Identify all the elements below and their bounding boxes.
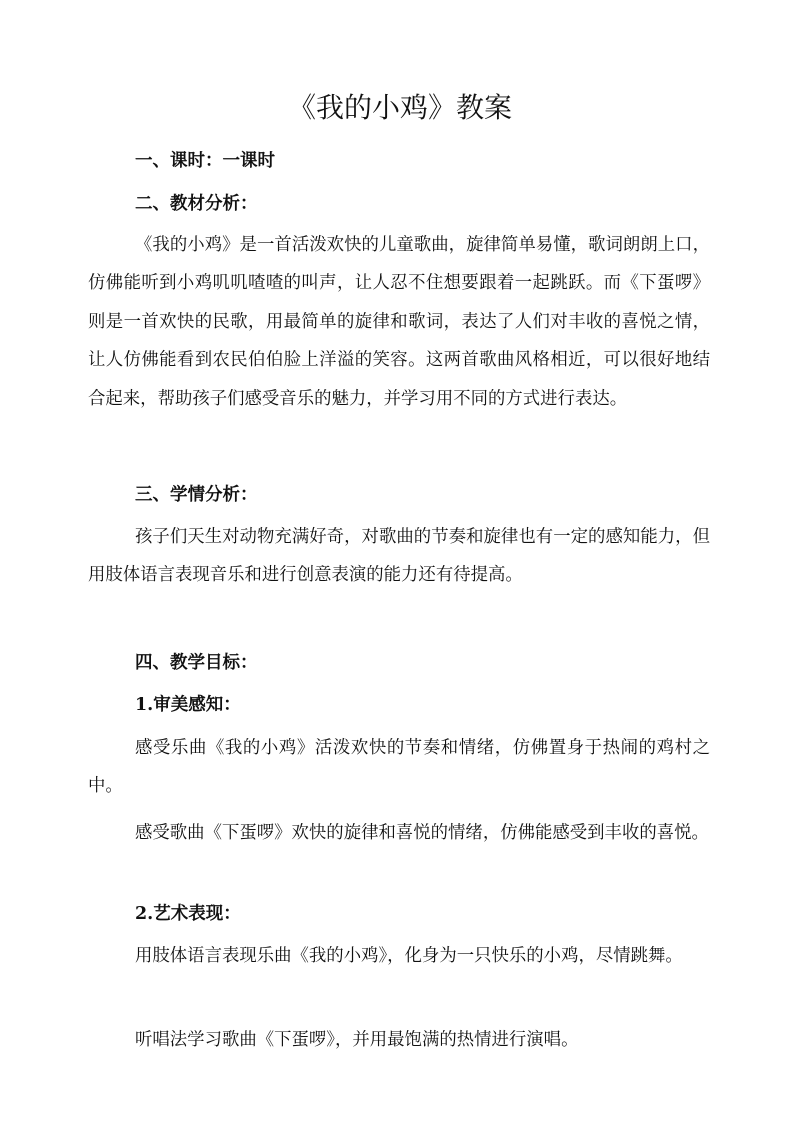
section-heading-teaching-goals: 四、教学目标： (135, 653, 258, 673)
subheading-artistic-expression: 2.艺术表现： (135, 904, 241, 924)
section-heading-class-hours: 一、课时：一课时 (135, 151, 275, 171)
paragraph-aesthetic-perception-1: 感受乐曲《我的小鸡》活泼欢快的节奏和情绪，仿佛置身于热闹的鸡村之中。 (88, 738, 710, 797)
paragraph-material-analysis: 《我的小鸡》是一首活泼欢快的儿童歌曲，旋律简单易懂，歌词朗朗上口，仿佛能听到小鸡叽叽喳喳的叫声，让人忍不住想要跟着一起跳跃。而《下蛋啰》则是一首欢快的民歌，用最简单的旋律和歌词，表达了人们对丰收的喜悦之情，让人仿佛能看到农民伯伯脸上洋溢的笑容。这两首歌曲风格相近，可以很好地结合起来，帮助孩子们感受音乐的魅力，并学习用不同的方式进行表达。 (88, 235, 710, 409)
paragraph-artistic-expression-1: 用肢体语言表现乐曲《我的小鸡》，化身为一只快乐的小鸡，尽情跳舞。 (135, 946, 683, 966)
section-heading-learner-analysis: 三、学情分析： (135, 485, 258, 505)
section-heading-material-analysis: 二、教材分析： (135, 194, 258, 214)
paragraph-learner-analysis: 孩子们天生对动物充满好奇，对歌曲的节奏和旋律也有一定的感知能力，但用肢体语言表现音乐和进行创意表演的能力还有待提高。 (88, 527, 710, 586)
subheading-aesthetic-perception: 1.审美感知： (135, 695, 241, 715)
document-title: 《我的小鸡》教案 (287, 91, 512, 124)
paragraph-artistic-expression-2: 听唱法学习歌曲《下蛋啰》，并用最饱满的热情进行演唱。 (135, 1030, 579, 1050)
paragraph-aesthetic-perception-2: 感受歌曲《下蛋啰》欢快的旋律和喜悦的情绪，仿佛能感受到丰收的喜悦。 (135, 823, 709, 843)
